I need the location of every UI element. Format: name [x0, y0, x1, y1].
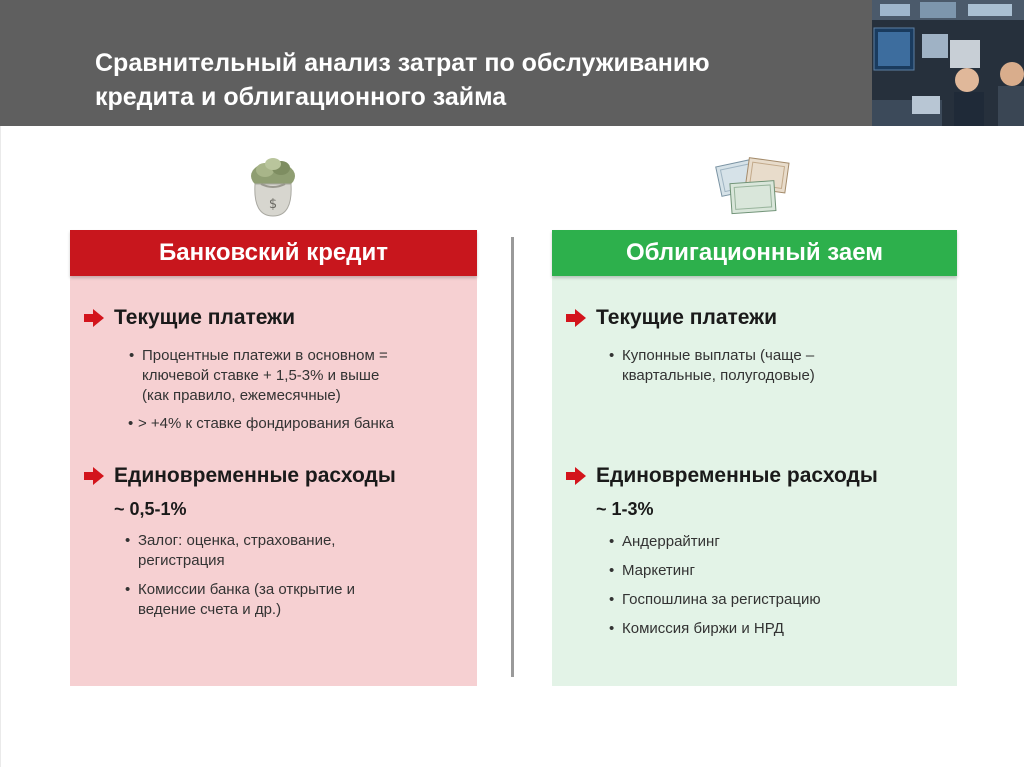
- bond-loan-panel: [552, 230, 957, 686]
- right-current-payments-label: Текущие платежи: [596, 306, 777, 329]
- left-one-time-label: Единовременные расходы: [114, 464, 396, 487]
- right-one-time-bullet-2: • Маркетинг: [609, 562, 695, 579]
- right-one-time-range: ~ 1-3%: [596, 499, 654, 519]
- red-arrow-icon: [84, 467, 104, 485]
- red-arrow-icon: [84, 309, 104, 327]
- left-current-bullet-1: • Процентные платежи в основном = ключевой ставке + 1,5-3% и выше (как правило, ежемесячные): [129, 347, 388, 404]
- right-current-payments-heading: [566, 306, 777, 330]
- red-arrow-icon: [566, 467, 586, 485]
- bond-certificates-icon: [715, 152, 793, 218]
- right-current-bullet-1: • Купонные выплаты (чаще – квартальные, полугодовые): [609, 347, 815, 384]
- column-divider: [511, 237, 514, 677]
- left-current-bullet-1-line-1: Процентные платежи в основном =: [142, 347, 388, 364]
- bank-credit-title: Банковский кредит: [70, 230, 477, 276]
- red-arrow-icon: [566, 309, 586, 327]
- left-current-bullet-2-line-1: > +4% к ставке фондирования банка: [138, 415, 395, 432]
- right-one-time-bullet-1: • Андеррайтинг: [609, 533, 720, 550]
- slide-title: [95, 46, 855, 114]
- right-one-time-bullet-1-line-1: Андеррайтинг: [622, 533, 720, 550]
- left-one-time-range: ~ 0,5-1%: [114, 499, 187, 519]
- left-current-bullet-1-line-2: ключевой ставке + 1,5-3% и выше: [142, 367, 380, 384]
- left-one-time-bullet-2: • Комиссии банка (за открытие и ведение счета и др.): [125, 581, 356, 618]
- left-one-time-bullet-1-line-2: регистрация: [138, 552, 225, 569]
- slide-title-line-2: кредита и облигационного займа: [95, 83, 507, 111]
- right-one-time-label: Единовременные расходы: [596, 464, 878, 487]
- left-one-time-bullet-2-line-1: Комиссии банка (за открытие и: [138, 581, 356, 598]
- bank-credit-panel: [70, 230, 477, 686]
- right-one-time-bullet-3: • Госпошлина за регистрацию: [609, 591, 821, 608]
- svg-text:$: $: [268, 197, 278, 212]
- right-one-time-bullet-4: • Комиссия биржи и НРД: [609, 620, 784, 637]
- left-one-time-heading: [84, 464, 396, 488]
- left-one-time-bullet-2-line-2: ведение счета и др.): [138, 601, 282, 618]
- header-bar: [0, 0, 1024, 126]
- right-one-time-bullet-4-line-1: Комиссия биржи и НРД: [622, 620, 784, 637]
- right-current-bullet-1-line-2: квартальные, полугодовые): [622, 367, 815, 384]
- right-one-time-bullet-2-line-1: Маркетинг: [622, 562, 695, 579]
- left-current-bullet-2: • > +4% к ставке фондирования банка: [128, 415, 395, 432]
- left-current-payments-heading: [84, 306, 295, 330]
- right-one-time-heading: [566, 464, 878, 488]
- slide-title-line-1: Сравнительный анализ затрат по обслуживанию: [95, 49, 710, 77]
- right-one-time-bullet-3-line-1: Госпошлина за регистрацию: [622, 591, 821, 608]
- trading-floor-photo: [872, 0, 1024, 126]
- left-one-time-bullet-1-line-1: Залог: оценка, страхование,: [138, 532, 336, 549]
- bond-loan-title: Облигационный заем: [552, 230, 957, 276]
- right-current-bullet-1-line-1: Купонные выплаты (чаще –: [622, 347, 815, 364]
- money-bag-icon: [245, 154, 301, 218]
- left-current-payments-label: Текущие платежи: [114, 306, 295, 329]
- left-current-bullet-1-line-3: (как правило, ежемесячные): [142, 387, 341, 404]
- left-one-time-bullet-1: • Залог: оценка, страхование, регистрация: [125, 532, 336, 569]
